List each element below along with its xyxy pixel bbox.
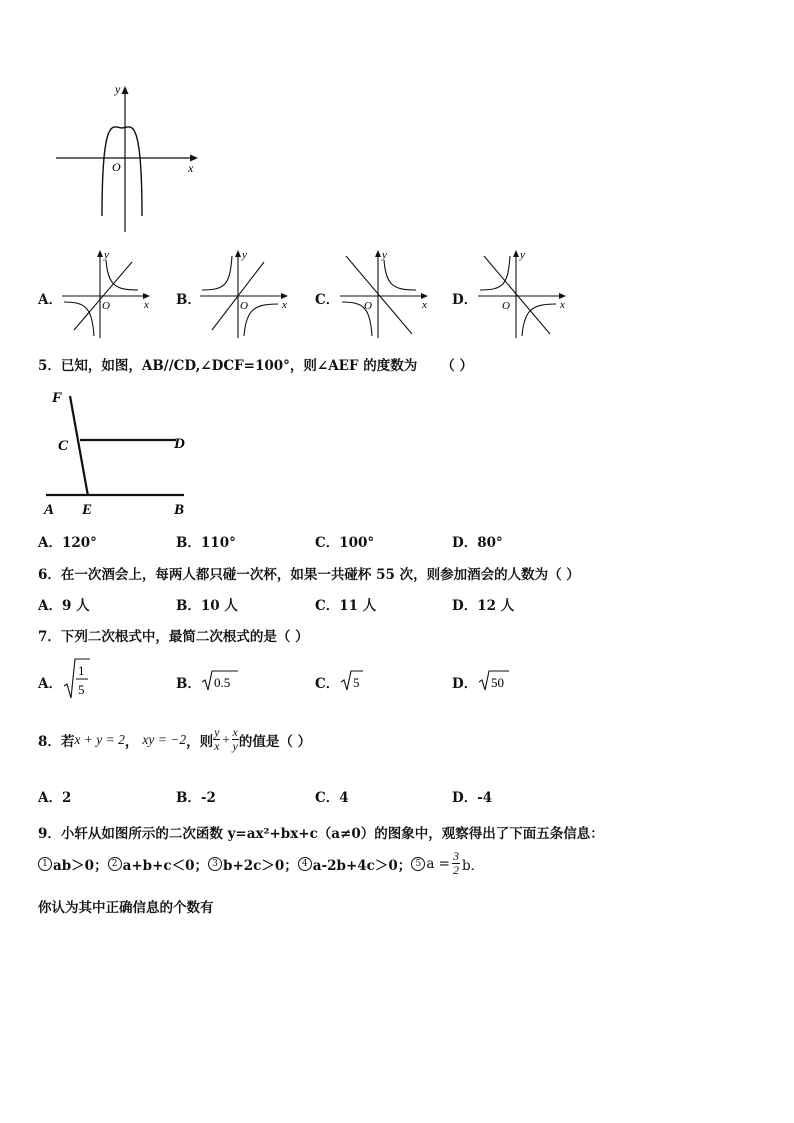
q5-option-b: B．110° [176, 535, 236, 551]
q7-option-d-letter: D． [452, 676, 478, 692]
q7b-radicand: 0.5 [214, 675, 231, 690]
q7-option-c-sqrt [339, 668, 365, 692]
q9-text: 9．小轩从如图所示的二次函数 y=ax²+bx+c（a≠0）的图象中，观察得出了下面五条信息： [38, 826, 604, 842]
q4-option-d-graph [476, 248, 570, 340]
q4b-x-label: x [282, 299, 287, 311]
q8-suffix: 的值是（ ） [238, 733, 312, 750]
q4-option-a-letter: A． [38, 292, 62, 308]
q9-item3-text: b+2c＞0； [223, 857, 298, 874]
q8-option-a: A．2 [38, 790, 72, 806]
q4a-origin-label: O [102, 300, 110, 312]
q4-option-d-letter: D． [452, 292, 478, 308]
q4a-y-label: y [104, 249, 109, 261]
q4d-y-label: y [520, 249, 525, 261]
q4b-origin-label: O [240, 300, 248, 312]
q4-option-c-graph [338, 248, 432, 340]
q8-frac-x-over-y: $\frac{x}{y}$ [232, 725, 238, 753]
label-e: E [82, 502, 93, 518]
q7a-den: 5 [78, 682, 85, 697]
q5-parallel-lines-figure [38, 376, 198, 518]
q8-sep: ， [124, 733, 139, 750]
q8-eq1: x + y = 2 [74, 731, 125, 747]
q5-paren: （ ） [441, 358, 473, 374]
q9-item3-num: 3 [208, 857, 222, 871]
q4d-x-label: x [560, 299, 565, 311]
q8-option-d: D．-4 [452, 790, 493, 806]
q7-option-c-letter: C． [315, 676, 340, 692]
q6-option-d: D．12 人 [452, 598, 515, 614]
q9-item2-num: 2 [108, 857, 122, 871]
q7-option-b-sqrt [200, 668, 240, 692]
q9-items [38, 850, 484, 877]
q7a-num: 1 [78, 663, 85, 678]
q4-option-b-letter: B． [176, 292, 201, 308]
q7-option-a-letter: A． [38, 676, 62, 692]
q4-option-b-graph [198, 248, 292, 340]
parabola-figure [52, 80, 202, 236]
q7-option-a-sqrt [62, 656, 92, 702]
q6-text: 6．在一次酒会上，每两人都只碰一次杯，如果一共碰杯 55 次，则参加酒会的人数为（ ） [38, 567, 580, 583]
q8-then: ，则 [186, 733, 214, 750]
q6-option-a: A．9 人 [38, 598, 90, 614]
q5-option-a: A．120° [38, 535, 97, 551]
q9-item1-text: ab＞0； [53, 857, 108, 874]
q7c-radicand: 5 [353, 675, 360, 690]
q8-frac-y-over-x: $\frac{y}{x}$ [214, 725, 220, 753]
q4-option-c-letter: C． [315, 292, 340, 308]
q9-item5-num: 5 [411, 857, 425, 871]
q5-option-d: D．80° [452, 535, 503, 551]
y-axis-label: y [115, 82, 121, 96]
q8-option-c: C．4 [315, 790, 349, 806]
q5-stem: 5．已知，如图，AB//CD,∠DCF=100°，则∠AEF 的度数为 [38, 358, 418, 374]
q4c-x-label: x [422, 299, 427, 311]
q7-option-b-letter: B． [176, 676, 201, 692]
q4a-x-label: x [144, 299, 149, 311]
q6-option-c: C．11 人 [315, 598, 377, 614]
q4d-origin-label: O [502, 300, 510, 312]
q8-text [38, 726, 311, 753]
label-f: F [52, 390, 63, 406]
q7d-radicand: 50 [491, 675, 504, 690]
origin-label: O [112, 160, 121, 174]
x-axis-label: x [188, 161, 194, 175]
q7-text: 7．下列二次根式中，最简二次根式的是（ ） [38, 629, 309, 645]
q8-plus: + [221, 731, 231, 747]
q8-prefix: 8．若 [38, 733, 75, 750]
q6-option-b: B．10 人 [176, 598, 238, 614]
q8-option-b: B．-2 [176, 790, 216, 806]
q4c-y-label: y [382, 249, 387, 261]
q5-text [38, 354, 473, 374]
q9-item5-tail: b． [461, 857, 485, 874]
q8-eq2: xy = −2 [142, 731, 187, 747]
label-b: B [174, 502, 185, 518]
q9-item4-num: 4 [298, 857, 312, 871]
q9-item5-frac: $\frac{3}{2}$ [452, 849, 459, 877]
q9-item5-text: a = [426, 855, 450, 872]
q4c-origin-label: O [364, 300, 372, 312]
q9-item1-num: 1 [38, 857, 52, 871]
q4-option-a-graph [60, 248, 152, 340]
q4b-y-label: y [242, 249, 247, 261]
q9-item2-text: a+b+c＜0； [122, 857, 209, 874]
label-d: D [174, 436, 185, 452]
q9-item4-text: a-2b+4c＞0； [312, 857, 412, 874]
q7-option-d-sqrt [477, 668, 511, 692]
label-a: A [44, 502, 55, 518]
q9-closing: 你认为其中正确信息的个数有 [38, 900, 214, 916]
label-c: C [58, 438, 69, 454]
q5-option-c: C．100° [315, 535, 375, 551]
